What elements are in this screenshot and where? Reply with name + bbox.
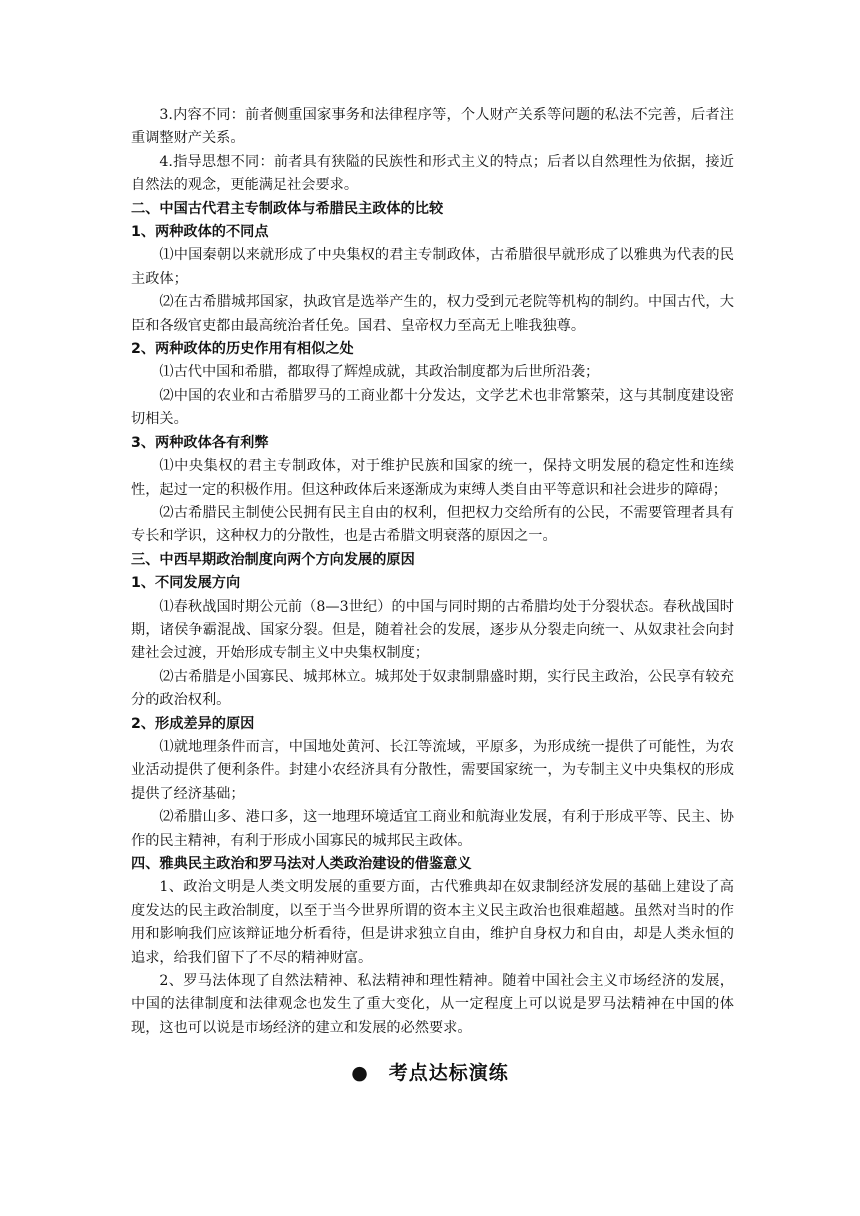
paragraph: 3.内容不同：前者侧重国家事务和法律程序等，个人财产关系等问题的私法不完善，后者注重调整财产关系。 [131, 107, 734, 147]
section-heading: 二、中国古代君主专制政体与希腊民主政体的比较 [131, 200, 444, 217]
paragraph: 1、政治文明是人类文明发展的重要方面，古代雅典却在奴隶制经济发展的基础上建设了高度发达的民主政治制度，以至于当今世界所谓的资本主义民主政治也很难超越。虽然对当时的作用和影响我们应该辩证地分析看待，但是讲求独立自由，维护自身权力和自由，却是人类永恒的追求，给我们留下了不尽的精神财富。 [131, 879, 734, 966]
paragraph: ⑵在古希腊城邦国家，执政官是选举产生的，权力受到元老院等机构的制约。中国古代，大臣和各级官吏都由最高统治者任免。国君、皇帝权力至高无上唯我独尊。 [131, 294, 734, 334]
subsection-heading: 1、两种政体的不同点 [131, 224, 269, 241]
section-heading: 四、雅典民主政治和罗马法对人类政治建设的借鉴意义 [131, 856, 472, 872]
paragraph: ⑴中央集权的君主专制政体，对于维护民族和国家的统一，保持文明发展的稳定性和连续性，起过一定的积极作用。但这种政体后来逐渐成为束缚人类自由平等意识和社会进步的障碍； [131, 458, 734, 498]
paragraph: 2、罗马法体现了自然法精神、私法精神和理性精神。随着中国社会主义市场经济的发展，中国的法律制度和法律观念也发生了重大变化，从一定程度上可以说是罗马法精神在中国的体现，这也可以说是市场经济的建立和发展的必然要求。 [131, 973, 734, 1036]
subsection-heading: 2、形成差异的原因 [131, 715, 255, 732]
paragraph: ⑵中国的农业和古希腊罗马的工商业都十分发达，文学艺术也非常繁荣，这与其制度建设密切相关。 [131, 387, 734, 428]
paragraph: ⑴就地理条件而言，中国地处黄河、长江等流域，平原多，为形成统一提供了可能性，为农业活动提供了便利条件。封建小农经济具有分散性，需要国家统一，为专制主义中央集权的形成提供了经济基础； [131, 738, 734, 802]
subsection-heading: 1、不同发展方向 [131, 575, 241, 592]
paragraph: ⑴古代中国和希腊，都取得了辉煌成就，其政治制度都为后世所沿袭； [159, 364, 600, 381]
paragraph: 4.指导思想不同：前者具有狭隘的民族性和形式主义的特点；后者以自然理性为依据，接近自然法的观念，更能满足社会要求。 [131, 153, 734, 194]
paragraph: ⑵希腊山多、港口多，这一地理环境适宜工商业和航海业发展，有利于形成平等、民主、协作的民主精神，有利于形成小国寡民的城邦民主政体。 [131, 809, 734, 849]
document-body [131, 104, 734, 1040]
paragraph: ⑵古希腊是小国寡民、城邦林立。城邦处于奴隶制鼎盛时期，实行民主政治，公民享有较充分的政治权利。 [131, 668, 734, 709]
subsection-heading: 2、两种政体的历史作用有相似之处 [131, 341, 354, 358]
bullet-icon: ● [351, 1062, 369, 1084]
paragraph: ⑵古希腊民主制使公民拥有民主自由的权利，但把权力交给所有的公民，不需要管理者具有专长和学识，这种权力的分散性，也是古希腊文明衰落的原因之一。 [131, 504, 734, 545]
subsection-heading: 3、两种政体各有利弊 [131, 434, 269, 451]
section-heading [0, 1058, 860, 1085]
paragraph: ⑴春秋战国时期公元前（8—3世纪）的中国与同时期的古希腊均处于分裂状态。春秋战国时期，诸侯争霸混战、国家分裂。但是，随着社会的发展，逐步从分裂走向统一、从奴隶社会向封建社会过渡，开始形成专制主义中央集权制度； [131, 598, 734, 662]
paragraph: ⑴中国秦朝以来就形成了中央集权的君主专制政体，古希腊很早就形成了以雅典为代表的民主政体； [131, 247, 734, 287]
section-heading-text: 考点达标演练 [388, 1062, 509, 1084]
section-heading: 三、中西早期政治制度向两个方向发展的原因 [131, 551, 415, 568]
